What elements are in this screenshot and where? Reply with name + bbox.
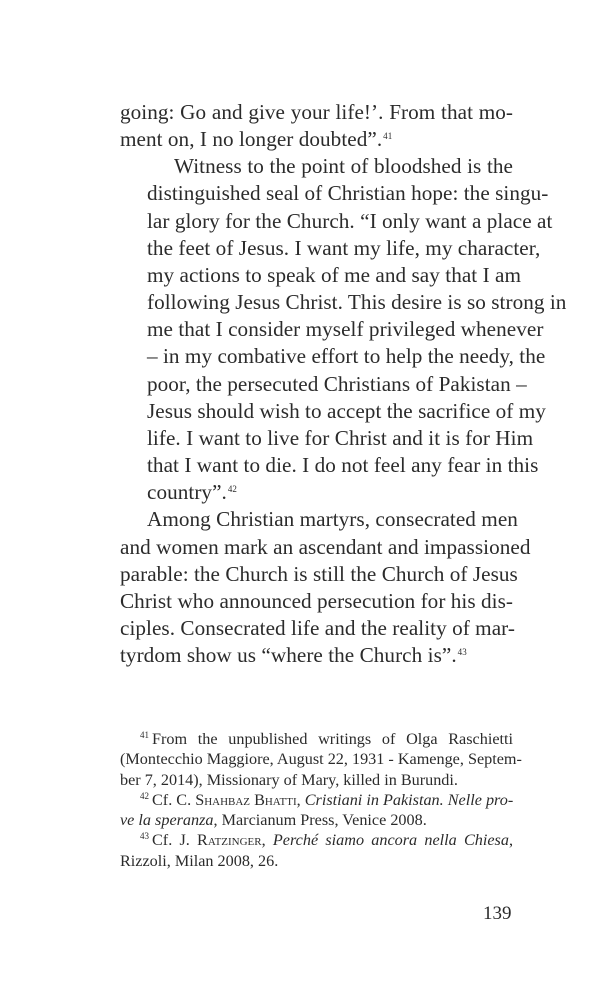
text-line: life. I want to live for Christ and it is for Him [147, 425, 534, 450]
text-line: – in my combative effort to help the needy, the [147, 344, 546, 369]
footnote-line: ber 7, 2014), Missionary of Mary, killed in Burundi. [120, 770, 458, 789]
page-number: 139 [483, 903, 512, 924]
text-line: parable: the Church is still the Church of Jesus [120, 561, 518, 586]
text-line: following Jesus Christ. This desire is so strong in [147, 290, 567, 315]
footnote-number: 41 [140, 730, 149, 740]
footnote-prefix: Cf. C. [152, 790, 196, 809]
footnote-text: From the unpublished writings of Olga Raschietti [152, 730, 513, 748]
footnote-author: Shahbaz Bhatti [195, 790, 297, 809]
footnote-number: 42 [140, 790, 149, 801]
text-line: ciples. Consecrated life and the reality of mar- [120, 615, 515, 640]
text-line: Christ who announced persecution for his dis- [120, 588, 513, 613]
text-line-content: country”. [147, 480, 227, 505]
footnote-line: Rizzoli, Milan 2008, 26. [120, 851, 279, 870]
text-line: Witness to the point of bloodshed is the [174, 154, 513, 179]
paragraph-1 [120, 99, 513, 153]
text-line: and women mark an ascendant and impassioned [120, 534, 531, 559]
text-line: the feet of Jesus. I want my life, my character, [147, 235, 541, 260]
footnote-title: Cristiani in Pakistan. Nelle pro- [304, 790, 514, 809]
text-line [120, 479, 513, 506]
footnote-sep: , [261, 831, 273, 850]
footnote-author: Ratzinger [197, 831, 262, 850]
text-line: lar glory for the Church. “I only want a place at [147, 208, 553, 233]
paragraph-3 [120, 506, 531, 669]
footnote-prefix: Cf. J. [152, 831, 198, 850]
footnote-line [120, 810, 513, 830]
text-line: that I want to die. I do not feel any fear in this [147, 453, 539, 478]
footnote-sep: , [296, 790, 305, 809]
footnote-ref-42[interactable]: 42 [227, 484, 237, 495]
body-text [120, 99, 567, 669]
footnote-ref-43[interactable]: 43 [457, 647, 467, 658]
footnote-line [120, 830, 513, 850]
footnote-line [120, 729, 513, 749]
footnote-41 [120, 729, 522, 790]
footnote-line: (Montecchio Maggiore, August 22, 1931 - Kamenge, Septem- [120, 750, 522, 769]
text-line-content: tyrdom show us “where the Church is”. [120, 643, 457, 668]
text-line: poor, the persecuted Christians of Pakistan – [147, 371, 527, 396]
text-line [120, 642, 513, 669]
text-line: Among Christian martyrs, consecrated men [147, 507, 518, 532]
footnote-text: , Marcianum Press, Venice 2008. [213, 811, 427, 830]
footnote-comma: , [508, 831, 513, 850]
text-line-content: ment on, I no longer doubted”. [120, 127, 383, 152]
footnote-line [120, 790, 513, 810]
text-line: Jesus should wish to accept the sacrifice of my [147, 398, 546, 423]
footnote-number: 43 [140, 831, 149, 842]
text-line [120, 126, 513, 153]
footnotes [120, 729, 522, 871]
text-line: me that I consider myself privileged whenever [147, 317, 544, 342]
text-line: distinguished seal of Christian hope: the singu- [147, 181, 549, 206]
footnote-ref-41[interactable]: 41 [383, 131, 393, 142]
text-line: my actions to speak of me and say that I am [147, 262, 522, 287]
footnote-title: Perché siamo ancora nella Chiesa [272, 831, 509, 850]
footnote-42 [120, 790, 513, 831]
text-line: going: Go and give your life!’. From that mo- [120, 100, 513, 124]
footnote-43 [120, 830, 513, 871]
page-body [120, 99, 567, 669]
paragraph-2 [120, 153, 567, 506]
footnote-title: ve la speranza [120, 811, 214, 830]
